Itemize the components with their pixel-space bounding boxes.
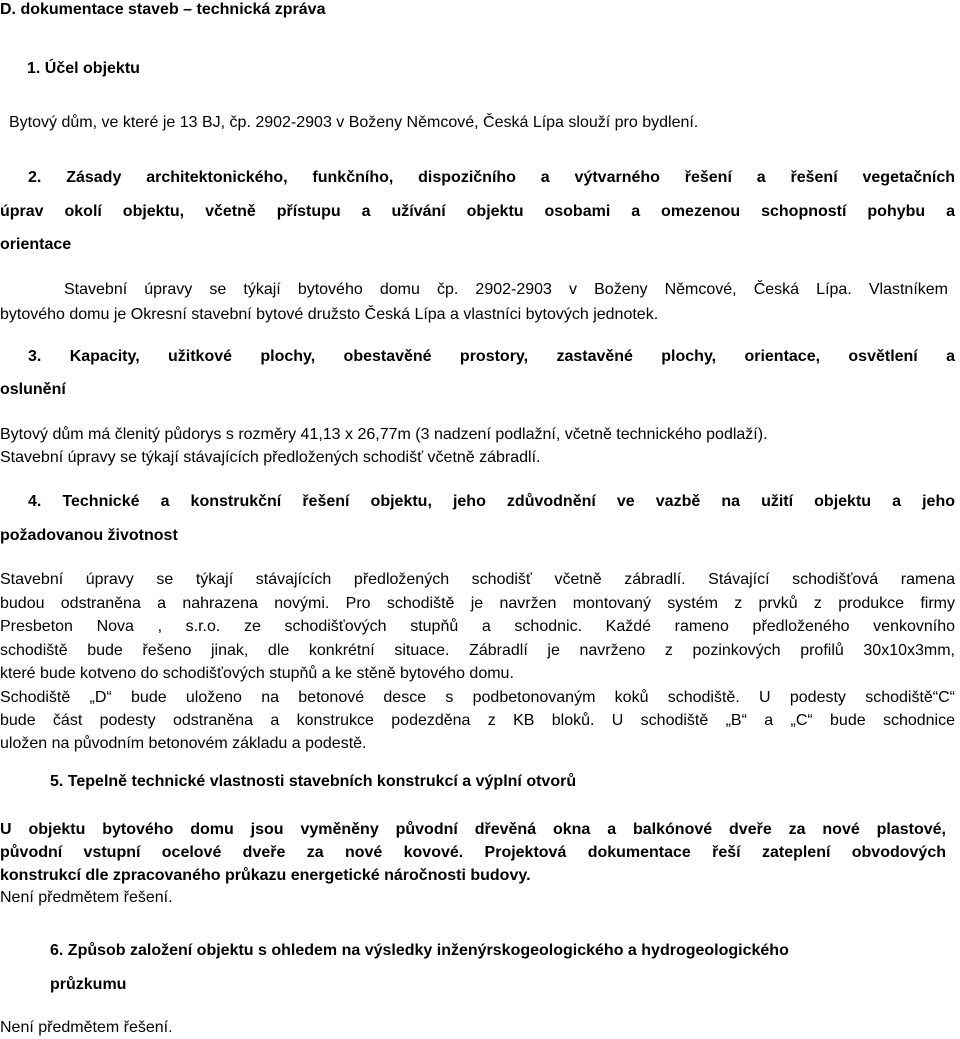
section-3-title-line: oslunění — [0, 381, 66, 398]
section-4-text-line: Presbeton Nova , s.r.o. ze schodišťových stupňů a schodnic. Každé rameno předloženého venkovního — [0, 618, 955, 635]
section-6-title-line: průzkumu — [50, 976, 127, 993]
section-5-bold-line: konstrukcí dle zpracovaného průkazu energetické náročnosti budovy. — [0, 867, 531, 884]
section-4-text-line: schodiště bude řešeno jinak, dle konkrétní situace. Zábradlí je navrženo z pozinkových profilů 30x10x3mm, — [0, 642, 955, 659]
section-2-title-line: orientace — [0, 236, 72, 253]
section-4-text-line: Stavební úpravy se týkají stávajících předložených schodišť včetně zábradlí. Stávající schodišťová ramena — [0, 571, 955, 588]
section-6-text-line: Není předmětem řešení. — [0, 1019, 173, 1036]
section-4-text-line: které bude kotveno do schodišťových stupňů a ke stěně bytového domu. — [0, 665, 514, 682]
section-5-bold-line: původní vstupní ocelové dveře za nové kovové. Projektová dokumentace řeší zateplení obvodových — [0, 844, 946, 861]
section-3-title-line: 3. Kapacity, užitkové plochy, obestavěné prostory, zastavěné plochy, orientace, osvětlení a — [28, 348, 955, 365]
section-1-title: 1. Účel objektu — [27, 60, 140, 77]
section-4-text-line: budou odstraněna a nahrazena novými. Pro schodiště je navržen montovaný systém z prvků z produkce firmy — [0, 595, 955, 612]
section-4-text-line: Schodiště „D“ bude uloženo na betonové desce s podbetonovaným koků schodiště. U podesty schodiště“C“ — [0, 689, 955, 706]
section-1-text: Bytový dům, ve které je 13 BJ, čp. 2902-2903 v Boženy Němcové, Česká Lípa slouží pro bydlení. — [9, 114, 699, 131]
section-5-bold-line: U objektu bytového domu jsou vyměněny původní dřevěná okna a balkónové dveře za nové plastové, — [0, 821, 946, 838]
section-4-title-line: požadovanou životnost — [0, 527, 178, 544]
section-4-text-line: bude část podesty odstraněna a konstrukce podezděna z KB bloků. U schodiště „B“ a „C“ bude schodnice — [0, 712, 955, 729]
section-3-text-line: Bytový dům má členitý půdorys s rozměry 41,13 x 26,77m (3 nadzení podlažní, včetně technického podlaží). — [0, 426, 768, 443]
section-4-title-line: 4. Technické a konstrukční řešení objektu, jeho zdůvodnění ve vazbě na užití objektu a jeho — [28, 493, 955, 510]
section-5-text-line: Není předmětem řešení. — [0, 889, 173, 906]
section-6-title-line: 6. Způsob založení objektu s ohledem na výsledky inženýrskogeologického a hydrogeologického — [50, 942, 789, 959]
section-3-text-line: Stavební úpravy se týkají stávajících předložených schodišť včetně zábradlí. — [0, 449, 541, 466]
section-4-text-line: uložen na původním betonovém základu a podestě. — [0, 735, 367, 752]
section-2-text-line: Stavební úpravy se týkají bytového domu čp. 2902-2903 v Boženy Němcové, Česká Lípa. Vlastníkem — [64, 281, 948, 298]
document-heading: D. dokumentace staveb – technická zpráva — [0, 1, 326, 18]
section-5-title: 5. Tepelně technické vlastnosti stavebních konstrukcí a výplní otvorů — [50, 773, 577, 790]
section-2-title-line: úprav okolí objektu, včetně přístupu a užívání objektu osobami a omezenou schopností pohybu a — [0, 203, 955, 220]
section-2-text-line: bytového domu je Okresní stavební bytové družsto Česká Lípa a vlastníci bytových jednotek. — [0, 306, 659, 323]
section-2-title-line: 2. Zásady architektonického, funkčního, dispozičního a výtvarného řešení a řešení vegetačních — [28, 169, 955, 186]
